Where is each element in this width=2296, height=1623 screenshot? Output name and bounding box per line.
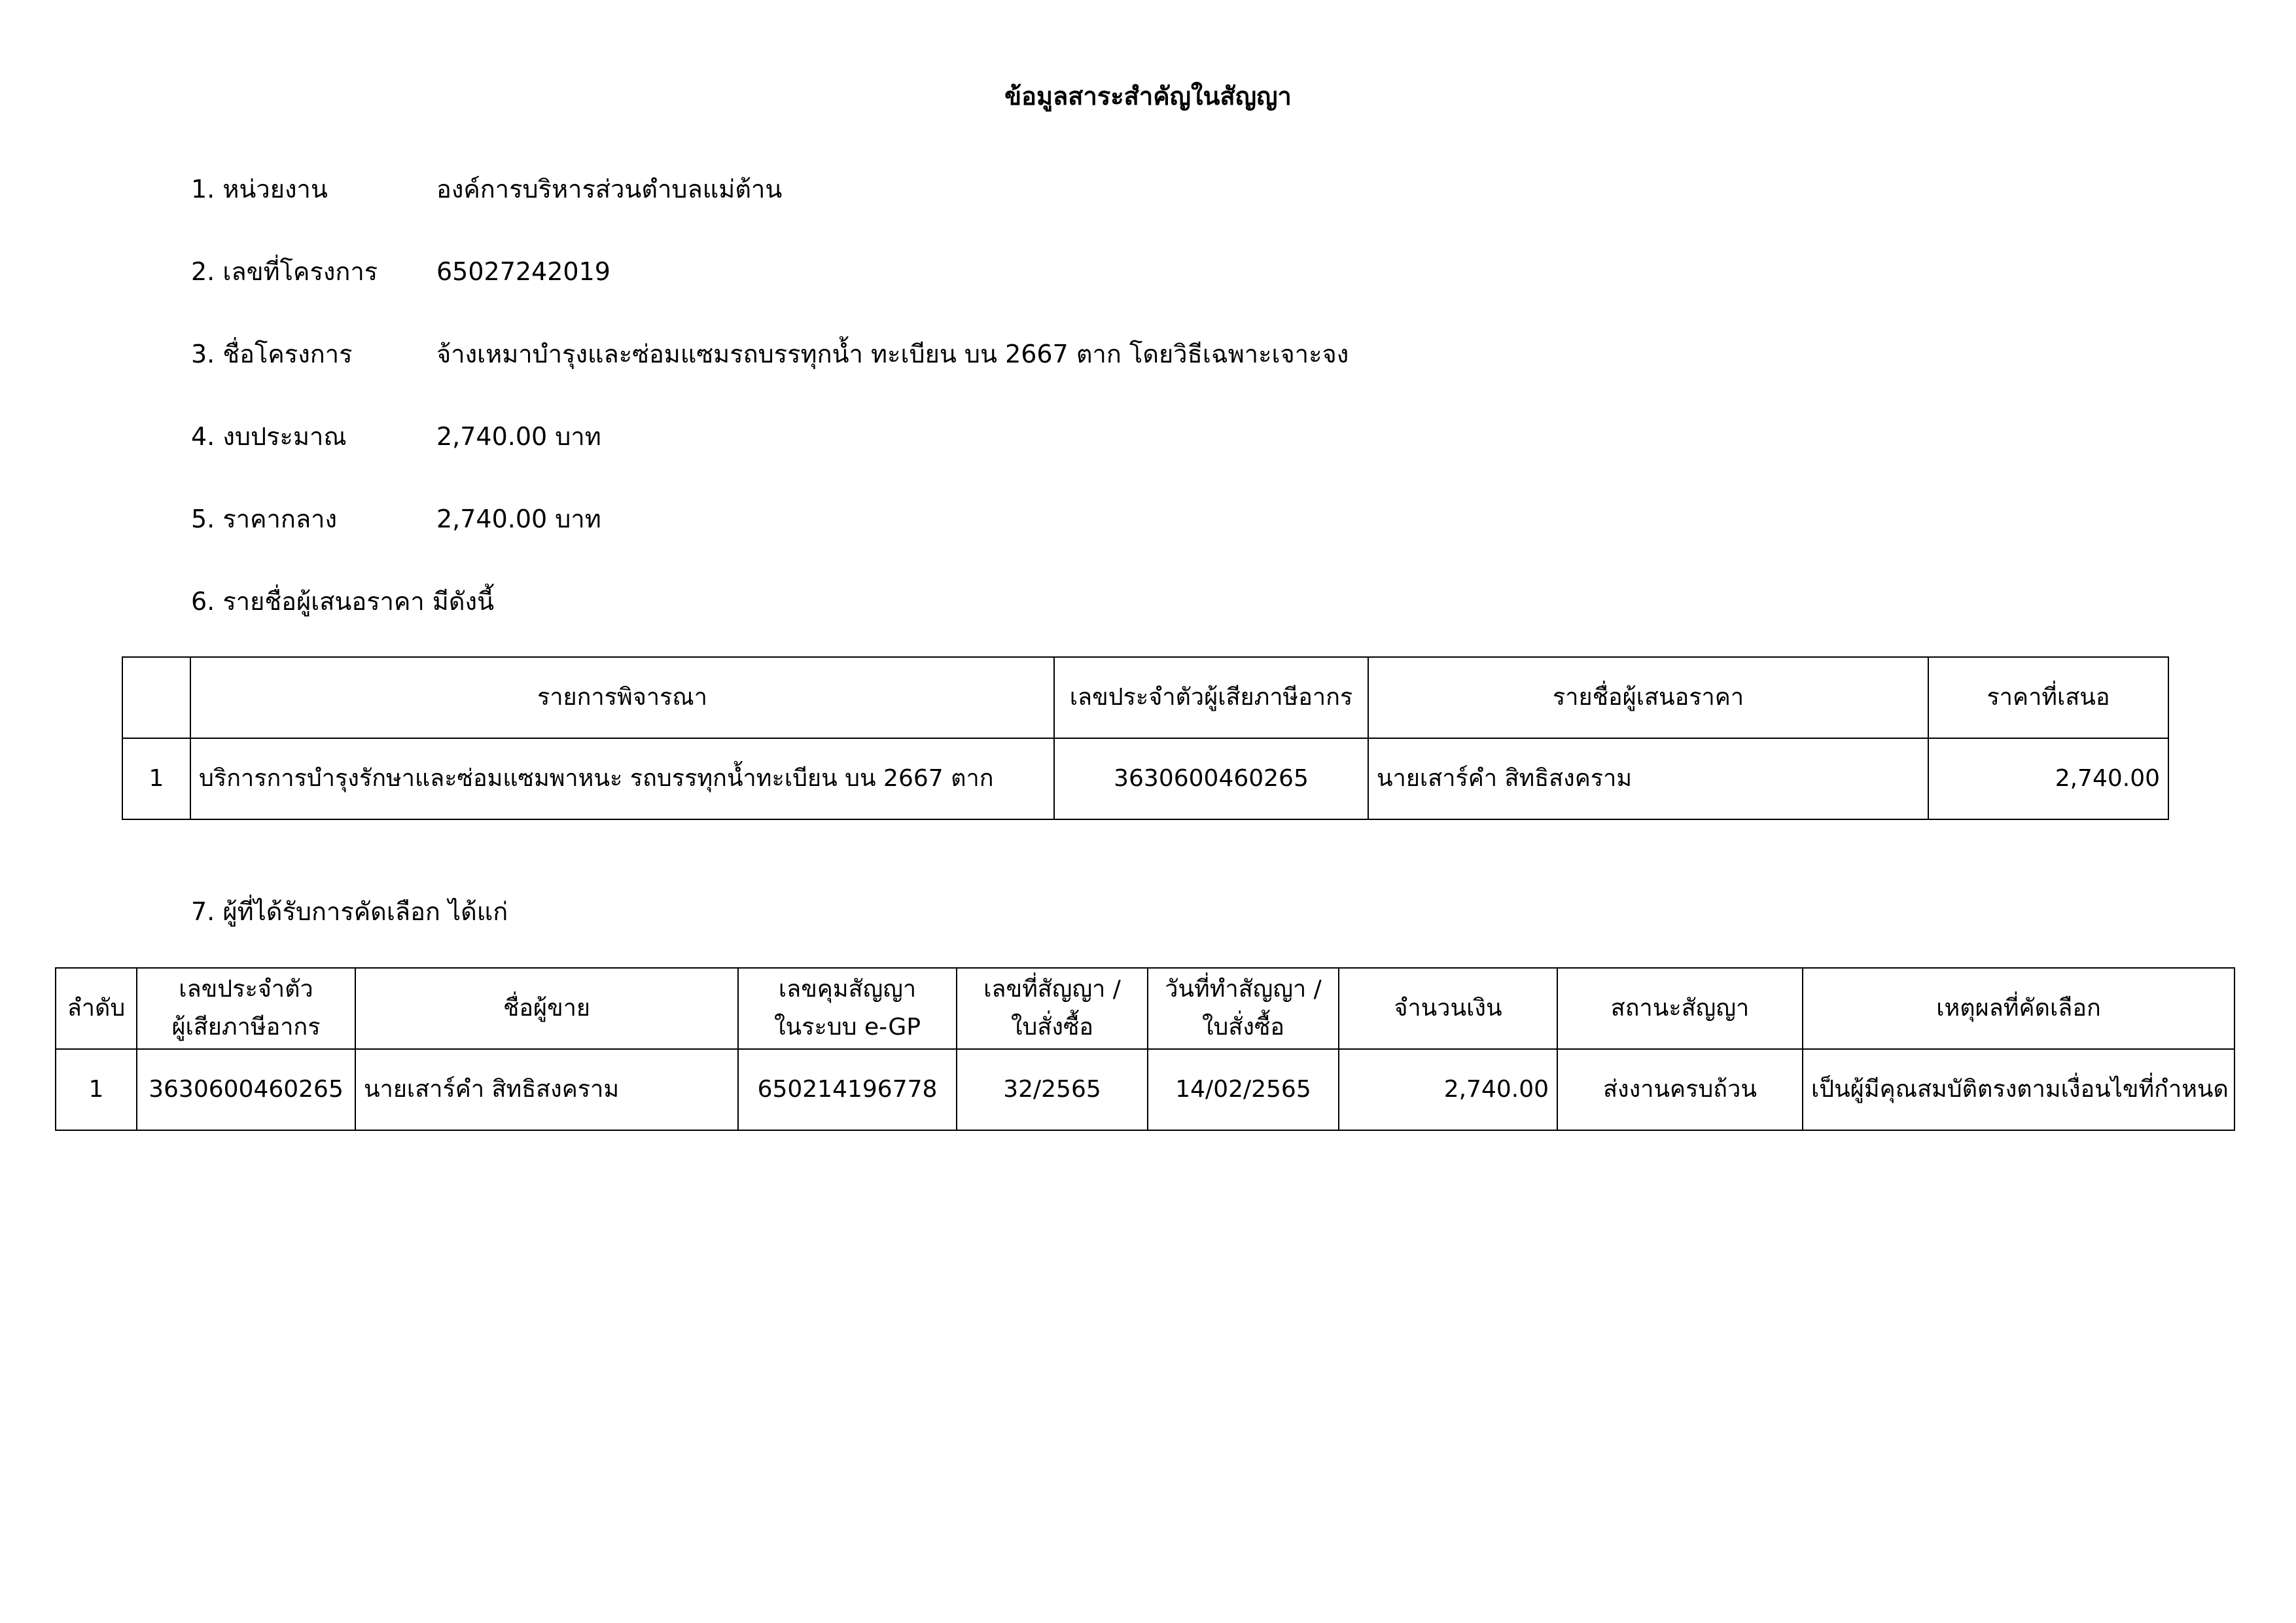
field-label: 5. ราคากลาง xyxy=(191,505,338,533)
table-cell: นายเสาร์คำ สิทธิสงคราม xyxy=(1368,738,1928,819)
table-cell: 14/02/2565 xyxy=(1148,1049,1339,1130)
table-cell: บริการการบำรุงรักษาและซ่อมแซมพาหนะ รถบรรทุกน้ำทะเบียน บน 2667 ตาก xyxy=(190,738,1054,819)
document-title: ข้อมูลสาระสำคัญในสัญญา xyxy=(1004,82,1292,111)
table-header-row xyxy=(122,657,2168,738)
field-label: 2. เลขที่โครงการ xyxy=(191,257,378,286)
bidders-heading: 6. รายชื่อผู้เสนอราคา มีดังนี้ xyxy=(191,587,495,616)
column-header: ลำดับ xyxy=(56,968,137,1049)
table-cell: 1 xyxy=(122,738,190,819)
column-header: วันที่ทำสัญญา / ใบสั่งซื้อ xyxy=(1148,968,1339,1049)
field-label: 4. งบประมาณ xyxy=(191,422,347,451)
table-cell: 32/2565 xyxy=(957,1049,1148,1130)
table-cell: นายเสาร์คำ สิทธิสงคราม xyxy=(355,1049,738,1130)
table-row xyxy=(122,738,2168,819)
winner-table xyxy=(55,967,2235,1131)
winner-heading: 7. ผู้ที่ได้รับการคัดเลือก ได้แก่ xyxy=(191,897,508,926)
table-row xyxy=(56,1049,2234,1130)
table-cell: 2,740.00 xyxy=(1339,1049,1557,1130)
table-cell: 650214196778 xyxy=(738,1049,957,1130)
column-header: จำนวนเงิน xyxy=(1339,968,1557,1049)
table-cell: เป็นผู้มีคุณสมบัติตรงตามเงื่อนไขที่กำหนด xyxy=(1803,1049,2234,1130)
table-cell: 3630600460265 xyxy=(137,1049,355,1130)
table-cell: 1 xyxy=(56,1049,137,1130)
table-cell: ส่งงานครบถ้วน xyxy=(1557,1049,1803,1130)
field-value: 2,740.00 บาท xyxy=(436,505,601,533)
column-header: ราคาที่เสนอ xyxy=(1928,657,2168,738)
table-header-row xyxy=(56,968,2234,1049)
field-value: องค์การบริหารส่วนตำบลแม่ต้าน xyxy=(436,175,783,204)
column-header: สถานะสัญญา xyxy=(1557,968,1803,1049)
column-header: เหตุผลที่คัดเลือก xyxy=(1803,968,2234,1049)
column-header: เลขคุมสัญญา ในระบบ e-GP xyxy=(738,968,957,1049)
field-label: 3. ชื่อโครงการ xyxy=(191,340,353,368)
column-header: เลขที่สัญญา / ใบสั่งซื้อ xyxy=(957,968,1148,1049)
column-header: ชื่อผู้ขาย xyxy=(355,968,738,1049)
column-header: เลขประจำตัว ผู้เสียภาษีอากร xyxy=(137,968,355,1049)
column-header: รายชื่อผู้เสนอราคา xyxy=(1368,657,1928,738)
field-value: 65027242019 xyxy=(436,257,610,286)
field-value: 2,740.00 บาท xyxy=(436,422,601,451)
bidders-table xyxy=(122,656,2169,820)
column-header: เลขประจำตัวผู้เสียภาษีอากร xyxy=(1054,657,1368,738)
field-value: จ้างเหมาบำรุงและซ่อมแซมรถบรรทุกน้ำ ทะเบียน บน 2667 ตาก โดยวิธีเฉพาะเจาะจง xyxy=(436,340,1349,368)
column-header xyxy=(122,657,190,738)
field-label: 1. หน่วยงาน xyxy=(191,175,328,204)
table-cell: 3630600460265 xyxy=(1054,738,1368,819)
column-header: รายการพิจารณา xyxy=(190,657,1054,738)
table-cell: 2,740.00 xyxy=(1928,738,2168,819)
